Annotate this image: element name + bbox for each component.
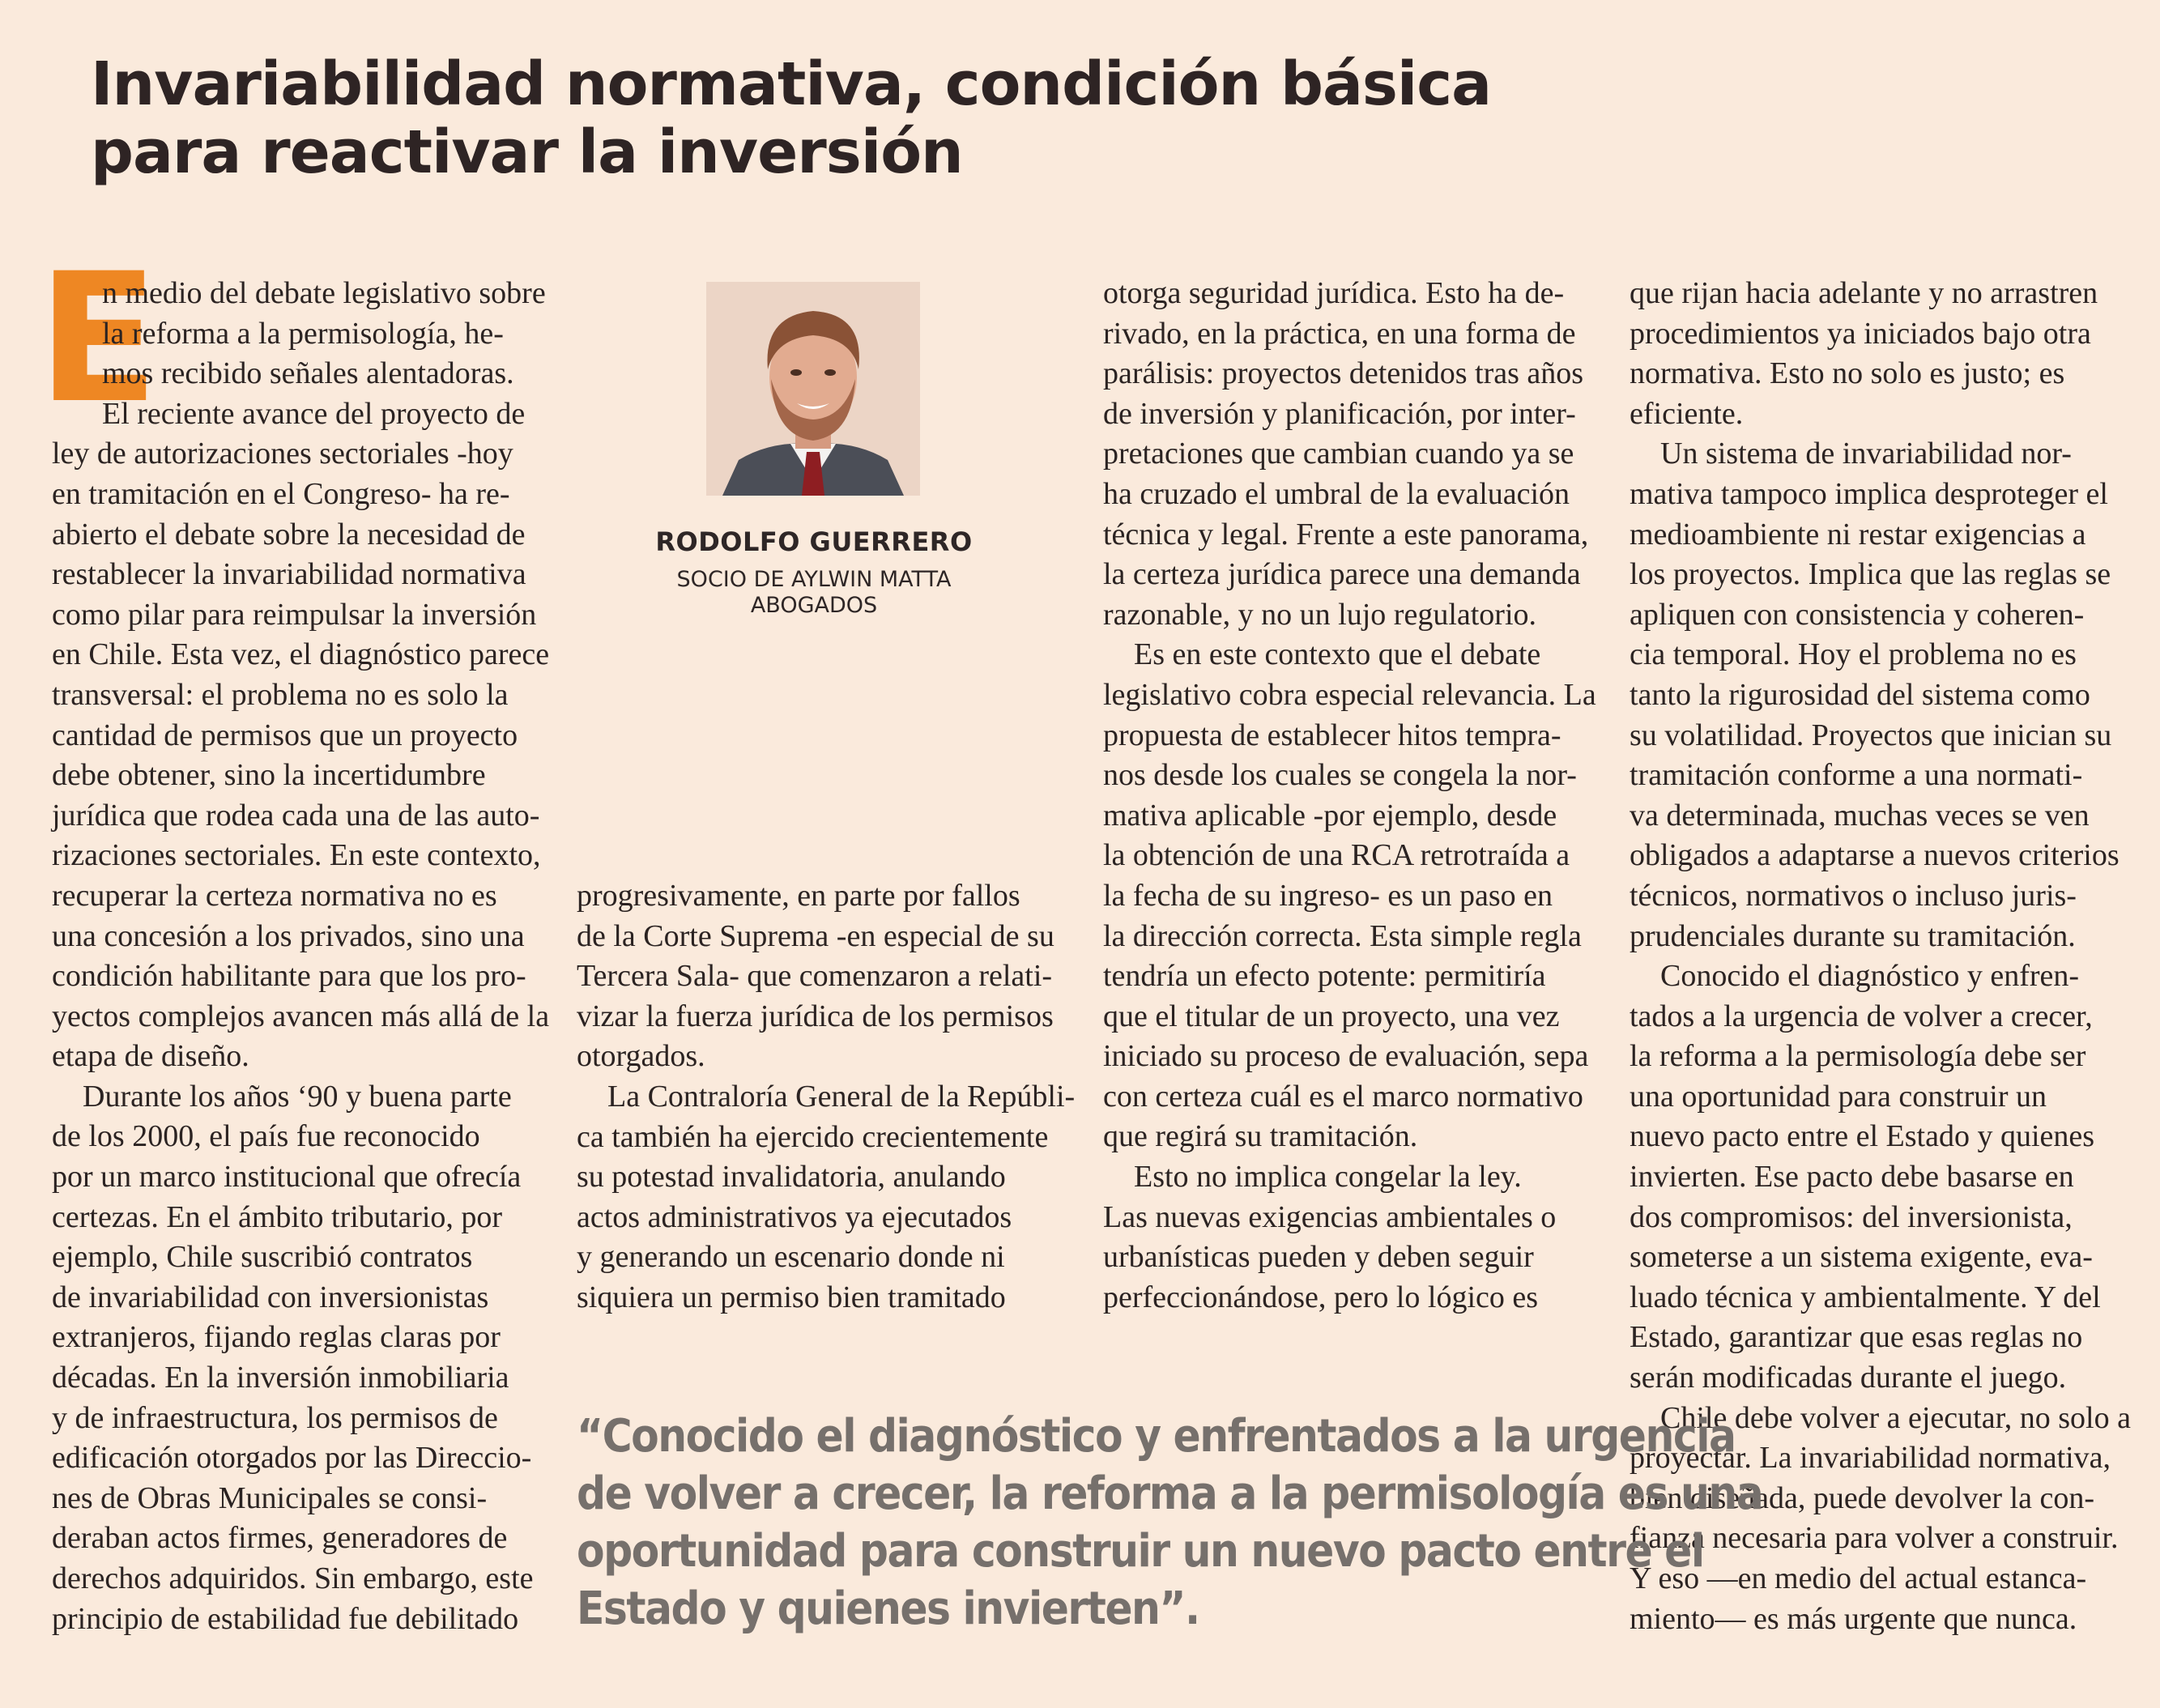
article-line: va determinada, muchas veces se ven: [1630, 798, 2090, 833]
article-line: miento— es más urgente que nunca.: [1630, 1601, 2077, 1636]
article-line: nos desde los cuales se congela la nor-: [1103, 758, 1577, 793]
article-line: y generando un escenario donde ni: [577, 1240, 1005, 1275]
article-column-3: [1103, 274, 1605, 1318]
author-portrait-icon: [706, 282, 920, 496]
article-line: mativa tampoco implica desproteger el: [1630, 476, 2108, 511]
article-line: normativa. Esto no solo es justo; es: [1630, 356, 2065, 391]
article-line: edificación otorgados por las Direccio-: [52, 1441, 532, 1476]
article-line: ejemplo, Chile suscribió contratos: [52, 1240, 473, 1275]
pull-quote-line: oportunidad para construir un nuevo pacto entre el: [577, 1525, 1704, 1578]
article-line: pretaciones que cambian cuando ya se: [1103, 437, 1574, 471]
article-line: rivado, en la práctica, en una forma de: [1103, 316, 1576, 351]
article-line: como pilar para reimpulsar la inversión: [52, 597, 537, 632]
headline-line: para reactivar la inversión: [91, 117, 963, 187]
article-line: que regirá su tramitación.: [1103, 1119, 1418, 1154]
article-line: técnicos, normativos o incluso juris-: [1630, 878, 2077, 913]
article-line: Es en este contexto que el debate: [1134, 637, 1541, 672]
article-column-2: [577, 876, 1079, 1318]
article-line: Conocido el diagnóstico y enfren-: [1660, 959, 2080, 994]
article-line: tanto la rigurosidad del sistema como: [1630, 677, 2090, 712]
article-line: cia temporal. Hoy el problema no es: [1630, 637, 2077, 672]
article-line: tendría un efecto potente: permitiría: [1103, 959, 1546, 994]
article-line: su potestad invalidatoria, anulando: [577, 1160, 1006, 1195]
article-line: procedimientos ya iniciados bajo otra: [1630, 316, 2091, 351]
article-line: condición habilitante para que los pro-: [52, 959, 526, 994]
headline: [91, 50, 1491, 186]
article-line: razonable, y no un lujo regulatorio.: [1103, 597, 1537, 632]
article-line: certezas. En el ámbito tributario, por: [52, 1199, 503, 1234]
article-line: la dirección correcta. Esta simple regla: [1103, 918, 1582, 953]
article-line: Durante los años ‘90 y buena parte: [83, 1079, 512, 1114]
article-line: someterse a un sistema exigente, eva-: [1630, 1240, 2093, 1275]
article-line: que rijan hacia adelante y no arrastren: [1630, 276, 2098, 310]
article-line: mativa aplicable -por ejemplo, desde: [1103, 798, 1557, 833]
article-line: jurídica que rodea cada una de las auto-: [52, 798, 540, 833]
article-line: técnica y legal. Frente a este panorama,: [1103, 517, 1589, 552]
article-line: décadas. En la inversión inmobiliaria: [52, 1361, 509, 1395]
article-line: ca también ha ejercido crecientemente: [577, 1119, 1049, 1154]
article-line: recuperar la certeza normativa no es: [52, 878, 497, 913]
article-line: la reforma a la permisología, he-: [102, 316, 504, 351]
article-line: propuesta de establecer hitos tempra-: [1103, 718, 1561, 752]
article-line: Tercera Sala- que comenzaron a relati-: [577, 959, 1053, 994]
pull-quote-line: de volver a crecer, la reforma a la permisología es una: [577, 1467, 1763, 1520]
article-line: medioambiente ni restar exigencias a: [1630, 517, 2086, 552]
article-line: perfeccionándose, pero lo lógico es: [1103, 1280, 1539, 1314]
article-line: de la Corte Suprema -en especial de su: [577, 918, 1054, 953]
article-line: etapa de diseño.: [52, 1039, 249, 1074]
article-line: Un sistema de invariabilidad nor-: [1660, 437, 2072, 471]
article-line: dos compromisos: del inversionista,: [1630, 1199, 2073, 1234]
author-role-line: ABOGADOS: [750, 593, 878, 618]
pull-quote-line: “Conocido el diagnóstico y enfrentados a la urgencia: [577, 1410, 1736, 1463]
article-line: y de infraestructura, los permisos de: [52, 1400, 498, 1435]
article-line: ha cruzado el umbral de la evaluación: [1103, 476, 1570, 511]
article-line: que el titular de un proyecto, una vez: [1103, 999, 1560, 1033]
article-line: invierten. Ese pacto debe basarse en: [1630, 1160, 2074, 1195]
article-line: Y eso —en medio del actual estanca-: [1630, 1561, 2087, 1595]
article-line: en tramitación en el Congreso- ha re-: [52, 476, 510, 511]
author-role-line: SOCIO DE AYLWIN MATTA: [676, 567, 952, 592]
article-line: bien diseñada, puede devolver la con-: [1630, 1480, 2094, 1515]
article-column-1: [52, 274, 554, 1639]
article-line: de los 2000, el país fue reconocido: [52, 1119, 480, 1154]
author-role: [567, 567, 1061, 619]
article-line: tramitación conforme a una normati-: [1630, 758, 2083, 793]
article-line: Chile debe volver a ejecutar, no solo a: [1660, 1400, 2131, 1435]
article-line: otorgados.: [577, 1039, 705, 1074]
article-line: El reciente avance del proyecto de: [102, 396, 526, 431]
article-line: yectos complejos avancen más allá de la: [52, 999, 550, 1033]
article-line: mos recibido señales alentadoras.: [102, 356, 514, 391]
article-line: los proyectos. Implica que las reglas se: [1630, 557, 2111, 592]
article-line: de inversión y planificación, por inter-: [1103, 396, 1576, 431]
article-line: vizar la fuerza jurídica de los permisos: [577, 999, 1054, 1033]
article-line: extranjeros, fijando reglas claras por: [52, 1320, 501, 1355]
pull-quote-line: Estado y quienes invierten”.: [577, 1582, 1199, 1635]
article-line: debe obtener, sino la incertidumbre: [52, 758, 486, 793]
author-name: RODOLFO GUERRERO: [655, 526, 973, 557]
article-line: obligados a adaptarse a nuevos criterios: [1630, 838, 2120, 873]
headline-line: Invariabilidad normativa, condición básica: [91, 49, 1492, 119]
article-line: deraban actos firmes, generadores de: [52, 1521, 508, 1556]
article-line: iniciado su proceso de evaluación, sepa: [1103, 1039, 1589, 1074]
article-line: ley de autorizaciones sectoriales -hoy: [52, 437, 513, 471]
article-line: apliquen con consistencia y coheren-: [1630, 597, 2085, 632]
article-line: proyectar. La invariabilidad normativa,: [1630, 1441, 2111, 1476]
article-line: cantidad de permisos que un proyecto: [52, 718, 518, 752]
article-line: en Chile. Esta vez, el diagnóstico parece: [52, 637, 550, 672]
article-line: legislativo cobra especial relevancia. La: [1103, 677, 1596, 712]
article-line: nes de Obras Municipales se consi-: [52, 1480, 488, 1515]
author-photo: [706, 282, 920, 496]
article-line: principio de estabilidad fue debilitado: [52, 1601, 519, 1636]
article-line: fianza necesaria para volver a construir.: [1630, 1521, 2119, 1556]
article-line: prudenciales durante su tramitación.: [1630, 918, 2076, 953]
article-line: progresivamente, en parte por fallos: [577, 879, 1020, 913]
article-line: La Contraloría General de la Repúbli-: [607, 1079, 1076, 1114]
article-line: restablecer la invariabilidad normativa: [52, 557, 526, 592]
article-line: la fecha de su ingreso- es un paso en: [1103, 878, 1553, 913]
article-line: tados a la urgencia de volver a crecer,: [1630, 999, 2093, 1033]
article-line: urbanísticas pueden y deben seguir: [1103, 1240, 1534, 1275]
article-line: una oportunidad para construir un: [1630, 1079, 2047, 1114]
article-line: siquiera un permiso bien tramitado: [577, 1280, 1006, 1314]
article-line: Esto no implica congelar la ley.: [1134, 1160, 1522, 1195]
article-line: Estado, garantizar que esas reglas no: [1630, 1320, 2083, 1355]
article-line: actos administrativos ya ejecutados: [577, 1199, 1012, 1234]
article-line: luado técnica y ambientalmente. Y del: [1630, 1280, 2101, 1314]
article-line: la reforma a la permisología debe ser: [1630, 1039, 2086, 1074]
article-line: la certeza jurídica parece una demanda: [1103, 557, 1581, 592]
article-line: abierto el debate sobre la necesidad de: [52, 517, 526, 552]
article-line: con certeza cuál es el marco normativo: [1103, 1079, 1583, 1114]
pull-quote: [577, 1408, 1762, 1638]
article-line: la obtención de una RCA retrotraída a: [1103, 838, 1570, 873]
article-line: serán modificadas durante el juego.: [1630, 1361, 2067, 1395]
article-line: por un marco institucional que ofrecía: [52, 1160, 522, 1195]
article-line: rizaciones sectoriales. En este contexto,: [52, 838, 541, 873]
drop-cap: E: [37, 235, 160, 442]
article-line: Las nuevas exigencias ambientales o: [1103, 1199, 1557, 1234]
article-line: de invariabilidad con inversionistas: [52, 1280, 489, 1314]
article-line: n medio del debate legislativo sobre: [102, 276, 546, 310]
article-line: parálisis: proyectos detenidos tras años: [1103, 356, 1584, 391]
article-line: derechos adquiridos. Sin embargo, este: [52, 1561, 534, 1595]
article-line: transversal: el problema no es solo la: [52, 677, 509, 712]
article-line: su volatilidad. Proyectos que inician su: [1630, 718, 2112, 752]
article-line: nuevo pacto entre el Estado y quienes: [1630, 1119, 2095, 1154]
article-line: eficiente.: [1630, 396, 1744, 431]
article-line: una concesión a los privados, sino una: [52, 918, 525, 953]
article-line: otorga seguridad jurídica. Esto ha de-: [1103, 276, 1565, 310]
